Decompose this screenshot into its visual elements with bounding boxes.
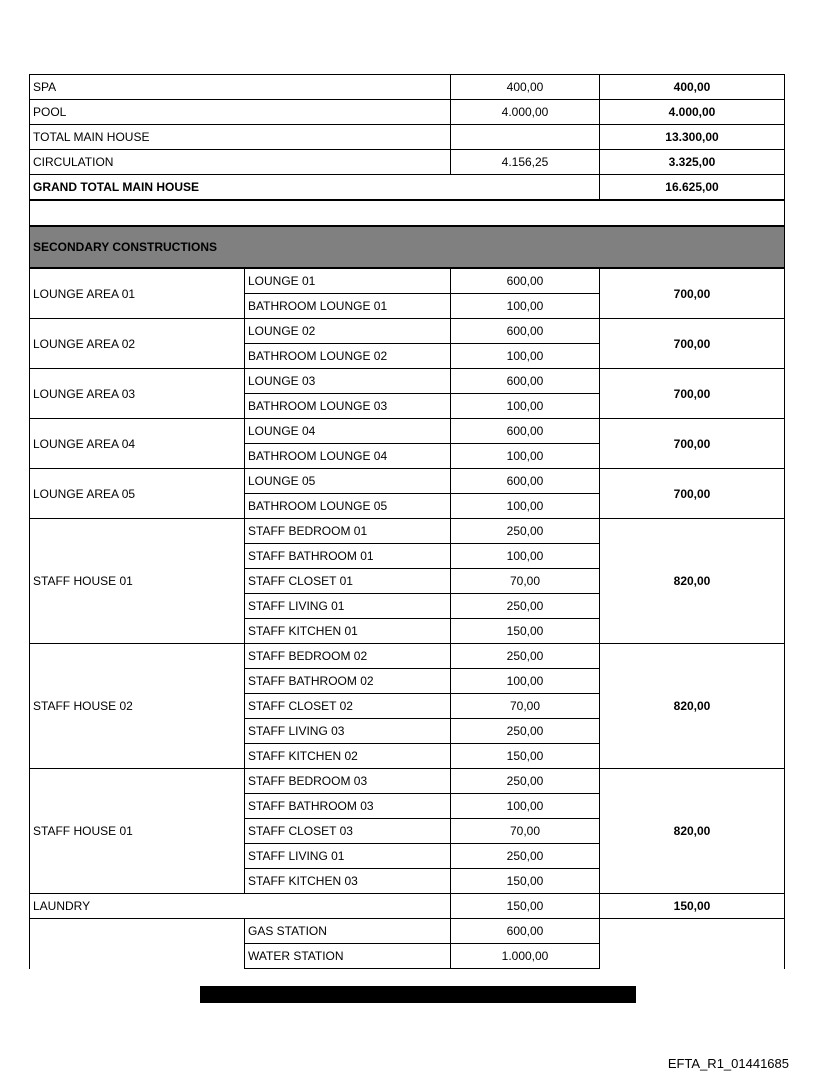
item-name: STAFF BATHROOM 01 xyxy=(245,544,451,569)
table-row xyxy=(30,319,785,344)
group-total: 820,00 xyxy=(600,519,785,644)
item-name: BATHROOM LOUNGE 03 xyxy=(245,394,451,419)
item-name: STAFF LIVING 01 xyxy=(245,844,451,869)
group-label: LOUNGE AREA 05 xyxy=(30,469,245,519)
row-label: SPA xyxy=(30,75,451,100)
row-value: 4.156,25 xyxy=(451,150,600,175)
item-name: STAFF BATHROOM 02 xyxy=(245,669,451,694)
row-total: 13.300,00 xyxy=(600,125,785,150)
item-value: 100,00 xyxy=(451,544,600,569)
area-schedule-table xyxy=(29,74,785,969)
item-value: 100,00 xyxy=(451,294,600,319)
group-label: STAFF HOUSE 01 xyxy=(30,519,245,644)
item-name: BATHROOM LOUNGE 02 xyxy=(245,344,451,369)
item-value: 600,00 xyxy=(451,268,600,294)
item-value: 70,00 xyxy=(451,569,600,594)
item-name: BATHROOM LOUNGE 04 xyxy=(245,444,451,469)
item-name: BATHROOM LOUNGE 05 xyxy=(245,494,451,519)
row-value: 150,00 xyxy=(451,894,600,919)
table-row xyxy=(30,519,785,544)
item-name: STAFF CLOSET 03 xyxy=(245,819,451,844)
row-label: LAUNDRY xyxy=(30,894,451,919)
group-label: LOUNGE AREA 02 xyxy=(30,319,245,369)
item-name: LOUNGE 05 xyxy=(245,469,451,494)
table-row xyxy=(30,150,785,175)
table-row xyxy=(30,469,785,494)
laundry-row xyxy=(30,894,785,919)
row-label: POOL xyxy=(30,100,451,125)
row-value xyxy=(451,125,600,150)
section-title: SECONDARY CONSTRUCTIONS xyxy=(30,226,785,268)
item-value: 100,00 xyxy=(451,344,600,369)
grand-total-row xyxy=(30,175,785,201)
item-name: STAFF KITCHEN 02 xyxy=(245,744,451,769)
row-label: CIRCULATION xyxy=(30,150,451,175)
group-total: 700,00 xyxy=(600,469,785,519)
group-total: 700,00 xyxy=(600,369,785,419)
item-name: LOUNGE 02 xyxy=(245,319,451,344)
item-name: STAFF LIVING 01 xyxy=(245,594,451,619)
item-name: STAFF BEDROOM 03 xyxy=(245,769,451,794)
group-label: LOUNGE AREA 03 xyxy=(30,369,245,419)
row-total: 3.325,00 xyxy=(600,150,785,175)
item-name: STAFF BEDROOM 01 xyxy=(245,519,451,544)
spacer-row xyxy=(30,200,785,226)
item-value: 600,00 xyxy=(451,919,600,944)
row-total: 4.000,00 xyxy=(600,100,785,125)
row-label: TOTAL MAIN HOUSE xyxy=(30,125,451,150)
row-value: 4.000,00 xyxy=(451,100,600,125)
redaction-bar xyxy=(200,986,636,1003)
item-name: STAFF CLOSET 02 xyxy=(245,694,451,719)
section-header-row xyxy=(30,226,785,268)
group-label: LOUNGE AREA 04 xyxy=(30,419,245,469)
item-value: 1.000,00 xyxy=(451,944,600,969)
row-total: 150,00 xyxy=(600,894,785,919)
item-name: LOUNGE 01 xyxy=(245,268,451,294)
item-name: BATHROOM LOUNGE 01 xyxy=(245,294,451,319)
item-name: STAFF CLOSET 01 xyxy=(245,569,451,594)
item-value: 100,00 xyxy=(451,394,600,419)
item-name: STAFF BEDROOM 02 xyxy=(245,644,451,669)
item-value: 100,00 xyxy=(451,669,600,694)
table-row xyxy=(30,644,785,669)
item-value: 600,00 xyxy=(451,319,600,344)
group-total: 700,00 xyxy=(600,319,785,369)
item-value: 250,00 xyxy=(451,844,600,869)
item-name: STAFF KITCHEN 01 xyxy=(245,619,451,644)
item-value: 70,00 xyxy=(451,694,600,719)
item-value: 600,00 xyxy=(451,469,600,494)
item-name: GAS STATION xyxy=(245,919,451,944)
item-value: 150,00 xyxy=(451,869,600,894)
table-row xyxy=(30,75,785,100)
table-row xyxy=(30,919,785,944)
group-total: 820,00 xyxy=(600,769,785,894)
spacer-cell xyxy=(30,200,785,226)
group-label: LOUNGE AREA 01 xyxy=(30,268,245,319)
item-value: 150,00 xyxy=(451,744,600,769)
item-value: 250,00 xyxy=(451,519,600,544)
row-total: 400,00 xyxy=(600,75,785,100)
group-total xyxy=(600,919,785,969)
table-row xyxy=(30,268,785,294)
document-id: EFTA_R1_01441685 xyxy=(667,1056,789,1071)
table-row xyxy=(30,769,785,794)
item-value: 150,00 xyxy=(451,619,600,644)
item-value: 250,00 xyxy=(451,644,600,669)
item-value: 600,00 xyxy=(451,419,600,444)
item-value: 100,00 xyxy=(451,794,600,819)
group-label: STAFF HOUSE 02 xyxy=(30,644,245,769)
table-row xyxy=(30,419,785,444)
item-name: STAFF BATHROOM 03 xyxy=(245,794,451,819)
item-value: 70,00 xyxy=(451,819,600,844)
item-name: STAFF LIVING 03 xyxy=(245,719,451,744)
item-name: LOUNGE 03 xyxy=(245,369,451,394)
table-row xyxy=(30,125,785,150)
item-value: 250,00 xyxy=(451,719,600,744)
grand-total-label: GRAND TOTAL MAIN HOUSE xyxy=(30,175,600,201)
item-value: 100,00 xyxy=(451,444,600,469)
group-total: 820,00 xyxy=(600,644,785,769)
item-name: LOUNGE 04 xyxy=(245,419,451,444)
item-name: WATER STATION xyxy=(245,944,451,969)
group-total: 700,00 xyxy=(600,268,785,319)
item-value: 250,00 xyxy=(451,769,600,794)
item-value: 100,00 xyxy=(451,494,600,519)
group-total: 700,00 xyxy=(600,419,785,469)
group-label: STAFF HOUSE 01 xyxy=(30,769,245,894)
grand-total-value: 16.625,00 xyxy=(600,175,785,201)
group-label xyxy=(30,919,245,969)
row-value: 400,00 xyxy=(451,75,600,100)
table-row xyxy=(30,100,785,125)
table-row xyxy=(30,369,785,394)
item-value: 600,00 xyxy=(451,369,600,394)
item-name: STAFF KITCHEN 03 xyxy=(245,869,451,894)
item-value: 250,00 xyxy=(451,594,600,619)
